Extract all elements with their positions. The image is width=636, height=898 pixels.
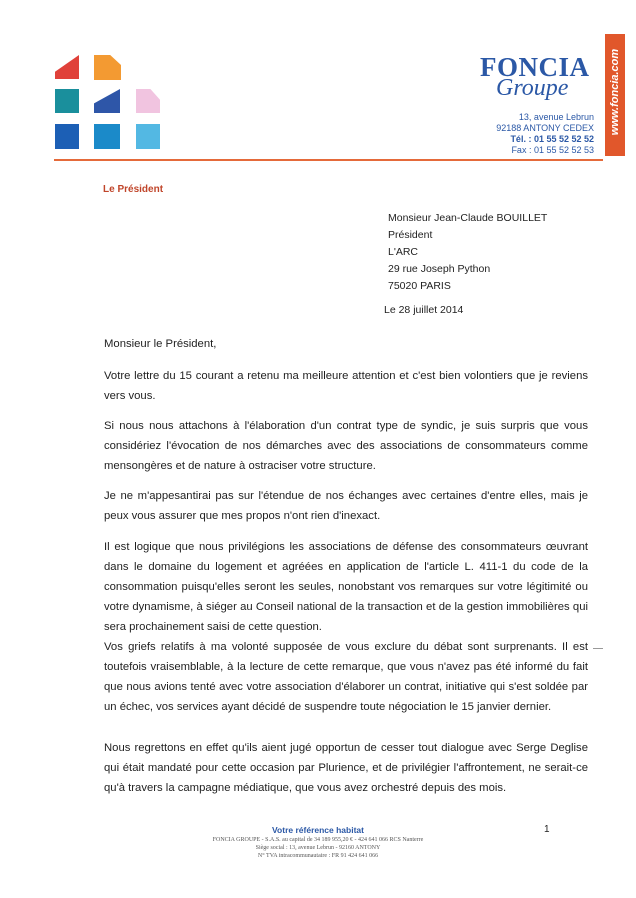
letter-date: Le 28 juillet 2014 bbox=[384, 304, 464, 316]
website-banner bbox=[605, 34, 625, 156]
recipient-street: 29 rue Joseph Python bbox=[388, 263, 491, 275]
paragraph: Nous regrettons en effet qu'ils aient jugé opportun de cesser tout dialogue avec Serge Deglise qui était mandaté pour cette occasion par Plurience, et de privilégier l'affrontement, ne serait-ce qu'à travers la campagne médiatique, que vous avez orchestré depuis des mois. bbox=[104, 742, 588, 794]
recipient-block bbox=[388, 210, 547, 295]
recipient-city: 75020 PARIS bbox=[388, 280, 451, 292]
brand-name: FONCIA bbox=[480, 52, 590, 82]
footer-vat-line: N° TVA intracommunautaire : FR 91 424 641 066 bbox=[257, 853, 379, 859]
paragraph: Votre lettre du 15 courant a retenu ma meilleure attention et c'est bien volontiers que je reviens vers vous. bbox=[104, 370, 588, 402]
page-number: 1 bbox=[544, 824, 550, 835]
paragraph: Vos griefs relatifs à ma volonté supposée de vous exclure du débat sont surprenants. Il est toutefois vraisemblable, à la lecture de cette remarque, que vous n'avez pas été informé du fait que nous avions tenté avec votre association d'élaborer un contrat, initiative qui s'est soldée par un échec, vos services ayant décidé de suspendre toute négociation le 15 janvier dernier. bbox=[104, 641, 588, 713]
logo-square-light bbox=[136, 124, 160, 149]
address-street: 13, avenue Lebrun bbox=[518, 112, 594, 122]
logo-square-cyan bbox=[94, 124, 120, 149]
phone-number: Tél. : 01 55 52 52 52 bbox=[510, 134, 594, 144]
header-divider bbox=[54, 159, 603, 161]
logo-square-orange bbox=[94, 55, 121, 80]
logo-square-pink bbox=[136, 89, 160, 113]
footer-address-line: Siège social : 13, avenue Lebrun - 92160 ANTONY bbox=[255, 845, 381, 851]
website-text: www.foncia.com bbox=[609, 48, 621, 136]
logo-square-teal bbox=[55, 89, 79, 113]
address-city: 92188 ANTONY CEDEX bbox=[496, 123, 594, 133]
footer-company-line: FONCIA GROUPE - S.A.S. au capital de 34 189 955,20 € - 424 641 066 RCS Nanterre bbox=[212, 837, 424, 843]
logo-square-blue bbox=[94, 89, 120, 113]
logo-square-red bbox=[55, 55, 79, 79]
brand-subtitle: Groupe bbox=[496, 75, 569, 101]
fax-number: Fax : 01 55 52 52 53 bbox=[511, 145, 594, 155]
recipient-name: Monsieur Jean-Claude BOUILLET bbox=[388, 212, 548, 224]
recipient-org: L'ARC bbox=[388, 246, 419, 258]
logo-square-royal bbox=[55, 124, 79, 149]
paragraph: Je ne m'appesantirai pas sur l'étendue de nos échanges avec certaines d'entre elles, mais je peux vous assurer que mes propos n'ont rien d'inexact. bbox=[104, 490, 588, 522]
salutation: Monsieur le Président, bbox=[104, 338, 217, 350]
margin-mark bbox=[593, 648, 603, 649]
footer-title: Votre référence habitat bbox=[272, 825, 364, 835]
recipient-role: Président bbox=[388, 229, 433, 241]
sender-title: Le Président bbox=[103, 184, 164, 195]
paragraph: Il est logique que nous privilégions les associations de défense des consommateurs œuvrant dans le domaine du logement et agréées en application de l'article L. 411-1 du code de la consommation puisqu'elles seront les seules, nonobstant vos remarques sur votre légitimité ou votre dynamisme, à siéger au Conseil national de la transaction et de la gestion immobilières qui sera prochainement saisi de cette question. bbox=[104, 541, 588, 633]
paragraph: Si nous nous attachons à l'élaboration d'un contrat type de syndic, je suis surpris que vous considériez l'évocation de nos démarches avec des associations de consommateurs comme mensongères et de nature à ostraciser votre structure. bbox=[104, 420, 588, 472]
